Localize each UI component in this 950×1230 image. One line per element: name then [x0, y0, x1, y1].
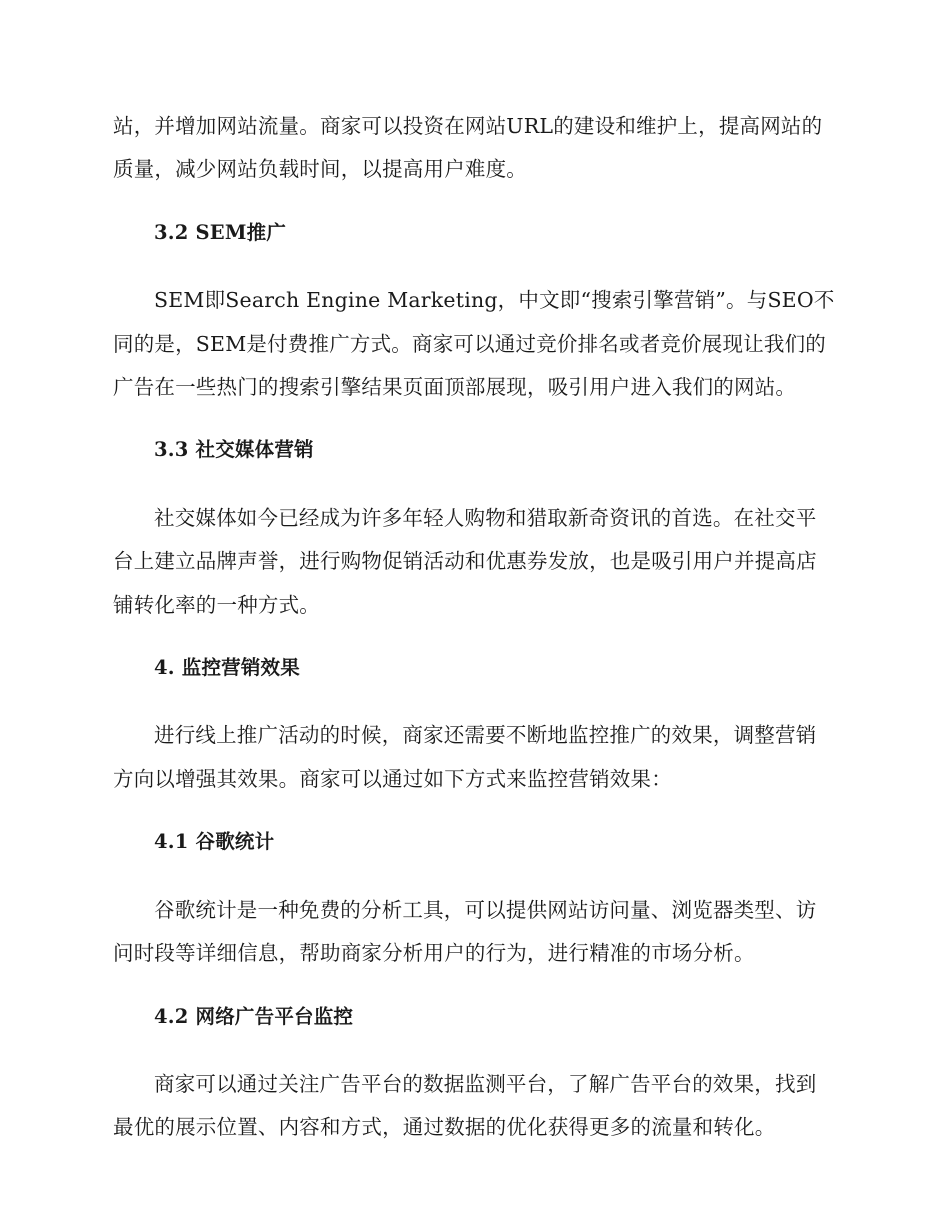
paragraph-ad-platform: 商家可以通过关注广告平台的数据监测平台，了解广告平台的效果，找到最优的展示位置、内容和方式，通过数据的优化获得更多的流量和转化。 — [113, 1071, 817, 1140]
paragraph-monitoring: 进行线上推广活动的时候，商家还需要不断地监控推广的效果，调整营销方向以增强其效果。商家可以通过如下方式来监控营销效果： — [113, 723, 817, 791]
heading-3-3-social-media: 3.3 社交媒体营销 — [154, 438, 314, 462]
heading-4-1-google-analytics: 4.1 谷歌统计 — [154, 830, 275, 854]
heading-4-monitoring: 4. 监控营销效果 — [154, 656, 300, 680]
heading-4-2-ad-platform: 4.2 网络广告平台监控 — [154, 1004, 354, 1028]
paragraph-website-quality: 站，并增加网站流量。商家可以投资在网站URL的建设和维护上，提高网站的质量，减少网站负载时间，以提高用户难度。 — [113, 114, 823, 182]
paragraph-social-media: 社交媒体如今已经成为许多年轻人购物和猎取新奇资讯的首选。在社交平台上建立品牌声誉，进行购物促销活动和优惠券发放，也是吸引用户并提高店铺转化率的一种方式。 — [113, 505, 817, 617]
paragraph-google-analytics: 谷歌统计是一种免费的分析工具，可以提供网站访问量、浏览器类型、访问时段等详细信息，帮助商家分析用户的行为，进行精准的市场分析。 — [113, 897, 817, 966]
paragraph-sem: SEM即Search Engine Marketing，中文即“搜索引擎营销”。与SEO不同的是，SEM是付费推广方式。商家可以通过竞价排名或者竞价展现让我们的广告在一些热门的搜索引擎结果页面顶部展现，吸引用户进入我们的网站。 — [113, 288, 835, 400]
heading-3-2-sem: 3.2 SEM推广 — [154, 220, 287, 244]
document-content — [113, 105, 835, 1150]
